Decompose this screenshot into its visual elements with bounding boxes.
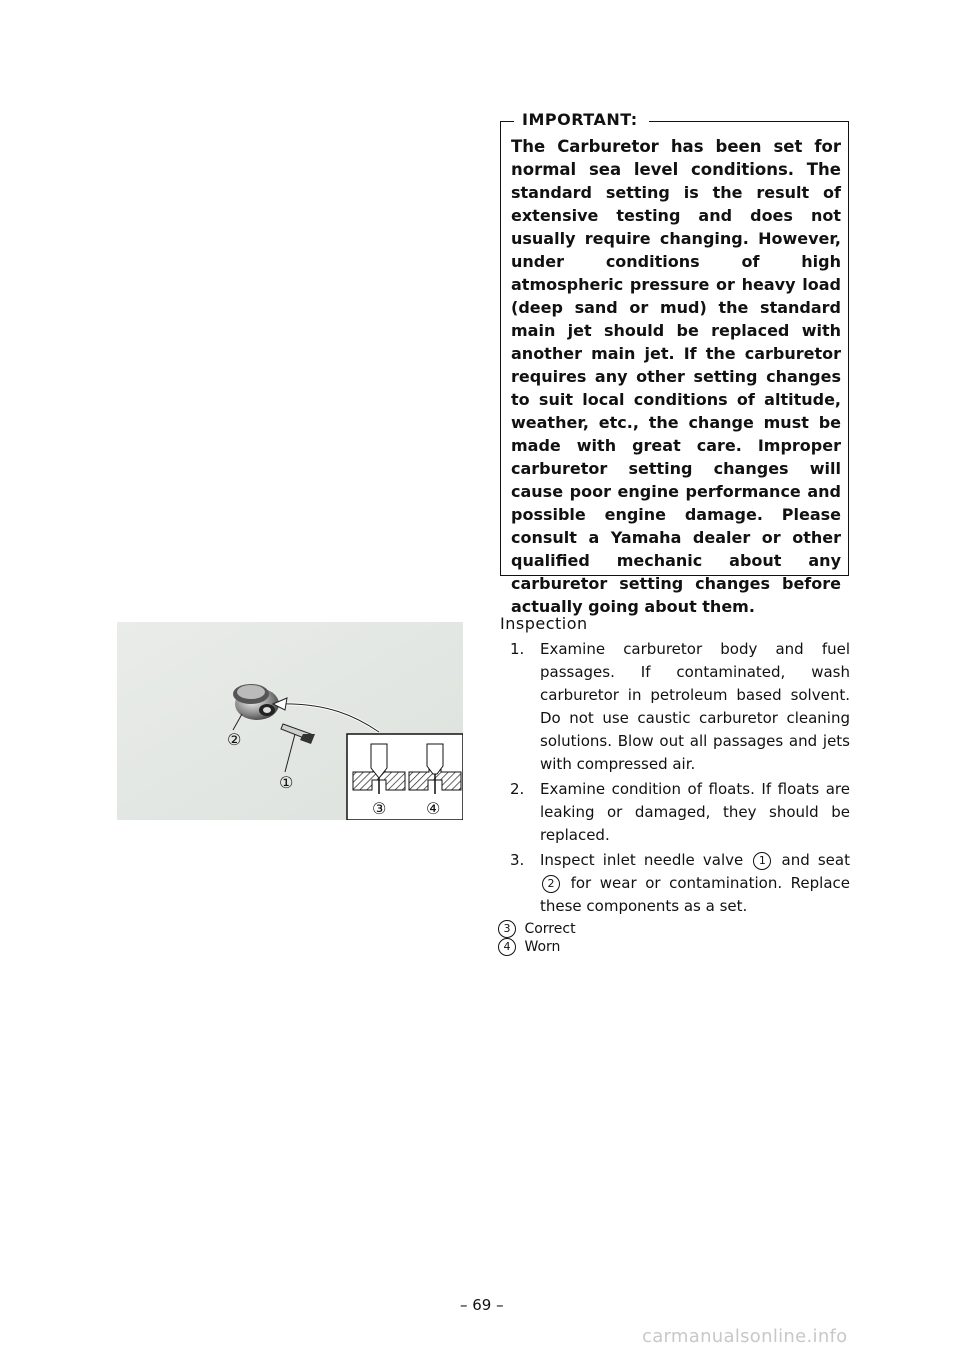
step-text: Examine carburetor body and fuel passages. If contaminated, wash carburetor in petroleum based solvent. Do not use caustic carburetor cleaning solutions. Blow out all passages and jets with compressed air.	[540, 640, 850, 773]
notice-border-right	[649, 121, 849, 122]
legend-item	[498, 938, 576, 956]
notice-text: standard setting is the result of extensive testing and does not usually require changing. However, under conditions of high atmospheric pressure or heavy load (deep sand or mud) the standard main jet should be replaced with another main jet. If the carburetor requires any other setting changes to suit local conditions of altitude, weather, etc., the change must be made with great care. Improper carburetor setting changes will cause poor engine performance and possible engine damage. Please consult a Yamaha dealer or other qualified mechanic about any carburetor setting changes before actually going about them.	[511, 183, 841, 616]
legend-mark: 4	[498, 938, 516, 956]
step-text: Examine condition of floats. If floats are leaking or damaged, they should be replaced.	[540, 780, 850, 844]
notice-border-left	[500, 121, 514, 122]
legend-label: Correct	[524, 921, 576, 937]
step-number: 3.	[510, 851, 525, 869]
legend-mark: 3	[498, 920, 516, 938]
step-3	[510, 849, 850, 918]
important-notice	[500, 110, 849, 616]
callout-ref-2: 2	[542, 875, 560, 893]
legend-label: Worn	[524, 939, 561, 955]
notice-title: IMPORTANT:	[519, 110, 641, 129]
step-2	[510, 778, 850, 847]
callout-4: ④	[426, 799, 441, 818]
step-1	[510, 638, 850, 776]
step-text: and seat	[781, 851, 850, 869]
notice-body	[511, 135, 841, 618]
callout-2: ②	[227, 730, 242, 749]
figure-legend	[498, 920, 576, 956]
detail-inset	[347, 734, 463, 820]
needle-valve-illustration	[117, 622, 463, 820]
legend-item	[498, 920, 576, 938]
step-number: 2.	[510, 780, 525, 798]
callout-1: ①	[279, 773, 294, 792]
needle-valve-photo	[117, 622, 463, 820]
notice-lead: The Carburetor has been set for normal sea level conditions. The	[511, 137, 841, 179]
inspection-steps	[510, 638, 850, 920]
callout-ref-1: 1	[753, 852, 771, 870]
page-number: – 69 –	[460, 1296, 504, 1314]
step-text: Inspect inlet needle valve	[540, 851, 744, 869]
callout-3: ③	[372, 799, 387, 818]
watermark: carmanualsonline.info	[642, 1326, 848, 1347]
section-title: Inspection	[500, 614, 588, 633]
step-text: for wear or contamination. Replace these components as a set.	[540, 874, 850, 915]
step-number: 1.	[510, 640, 525, 658]
